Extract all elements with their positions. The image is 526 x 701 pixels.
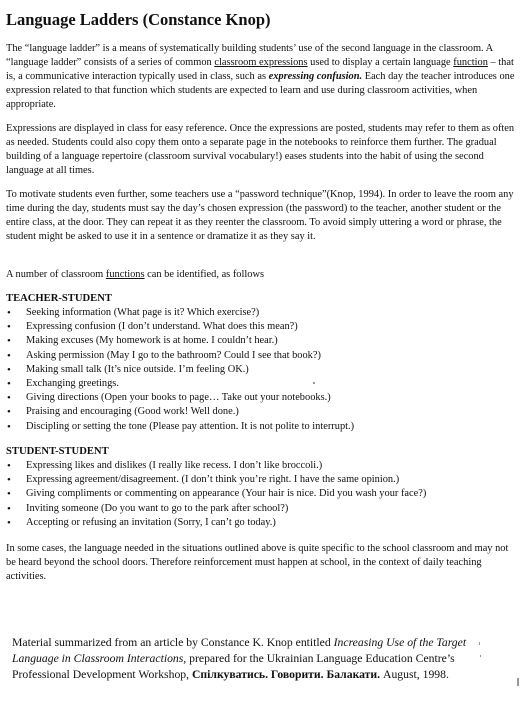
list-item: • Giving compliments or commenting on appearance (Your hair is nice. Did you wash your face?) xyxy=(6,487,426,501)
section-heading-teacher-student: TEACHER-STUDENT xyxy=(6,293,112,304)
underlined-term-function: function xyxy=(453,57,488,68)
text-run: A number of classroom xyxy=(6,269,106,280)
workshop-title: Спілкуватись. Говорити. Балакати. xyxy=(191,668,381,681)
list-item: • Praising and encouraging (Good work! Well done.) xyxy=(6,405,354,419)
text-run: used to display a certain language xyxy=(307,57,454,68)
text-run: Material summarized from an article by Constance K. Knop entitled xyxy=(12,636,334,649)
text-run: August, 1998. xyxy=(380,668,449,681)
list-item: • Making small talk (It’s nice outside. I’m feeling OK.) xyxy=(6,363,354,377)
student-student-list xyxy=(6,459,426,530)
list-item: • Accepting or refusing an invitation (Sorry, I can’t go today.) xyxy=(6,516,426,530)
teacher-student-list xyxy=(6,306,354,434)
article-title: Increasing Use of the Target Language in Classroom Interactions, xyxy=(12,636,467,665)
section-heading-student-student: STUDENT-STUDENT xyxy=(6,446,109,457)
text-run: Each day the teacher introduces one expression related to that function which students are expected to learn and use during classroom activities, when appropriate. xyxy=(6,71,515,110)
list-item: • Inviting someone (Do you want to go to the park after school?) xyxy=(6,502,426,516)
scan-speck xyxy=(313,382,315,384)
text-run: prepared for the Ukrainian Language Education Centre’s Professional Development Workshop, xyxy=(12,652,455,681)
paragraph-password-technique: To motivate students even further, some teachers use a “password technique”(Knop, 1994). In order to leave the room any time during the day, students must say the day’s chosen expression (the password) to the teacher, another student or the entire class, at the door. They can repeat it as they reenter the classroom. To avoid simply uttering a word or phrase, the student might be asked to use it in a sentence or dramatize it as they say it. xyxy=(6,189,514,242)
scan-speck xyxy=(479,642,480,645)
list-item: • Exchanging greetings. xyxy=(6,377,354,391)
underlined-term-functions: functions xyxy=(105,269,145,280)
text-run: can be identified, as follows xyxy=(144,269,264,280)
paragraph-classroom-functions xyxy=(6,268,518,282)
text-run: The “language ladder” is a means of systematically building students’ use of the second language in the classroom. A “language ladder” consists of a series of common xyxy=(6,43,493,68)
paragraph-reinforcement: In some cases, the language needed in the situations outlined above is quite specific to the school classroom and may not be heard beyond the school doors. Therefore reinforcement must happen at school, in the context of daily teaching activities. xyxy=(6,543,509,582)
paragraph-language-ladder xyxy=(6,42,518,112)
list-item: • Expressing likes and dislikes (I really like recess. I don’t like broccoli.) xyxy=(6,459,426,473)
source-footnote xyxy=(12,635,482,683)
emphasis-expressing-confusion: expressing confusion. xyxy=(268,71,363,82)
list-item: • Making excuses (My homework is at home. I couldn’t hear.) xyxy=(6,334,354,348)
list-item: • Expressing agreement/disagreement. (I don’t think you’re right. I have the same opinion.) xyxy=(6,473,426,487)
page-title: Language Ladders (Constance Knop) xyxy=(6,10,271,29)
text-run: – that is, a communicative interaction typically used in class, such as xyxy=(6,57,514,82)
scan-speck xyxy=(480,655,481,657)
list-item: • Giving directions (Open your books to page… Take out your notebooks.) xyxy=(6,391,354,405)
list-item: • Discipling or setting the tone (Please pay attention. It is not polite to interrupt.) xyxy=(6,420,354,434)
paragraph-expressions-displayed: Expressions are displayed in class for easy reference. Once the expressions are posted, students may refer to them as often as needed. Students could also copy them onto a separate page in the notebooks to reinforce them further. The gradual building of a language repertoire (classroom survival vocabulary!) eases students into the habit of using the second language at all times. xyxy=(6,123,515,176)
underlined-term-classroom-expressions: classroom expressions xyxy=(214,57,308,68)
scan-speck xyxy=(517,678,519,686)
list-item: • Asking permission (May I go to the bathroom? Could I see that book?) xyxy=(6,349,354,363)
list-item: • Seeking information (What page is it? Which exercise?) xyxy=(6,306,354,320)
list-item: • Expressing confusion (I don’t understand. What does this mean?) xyxy=(6,320,354,334)
